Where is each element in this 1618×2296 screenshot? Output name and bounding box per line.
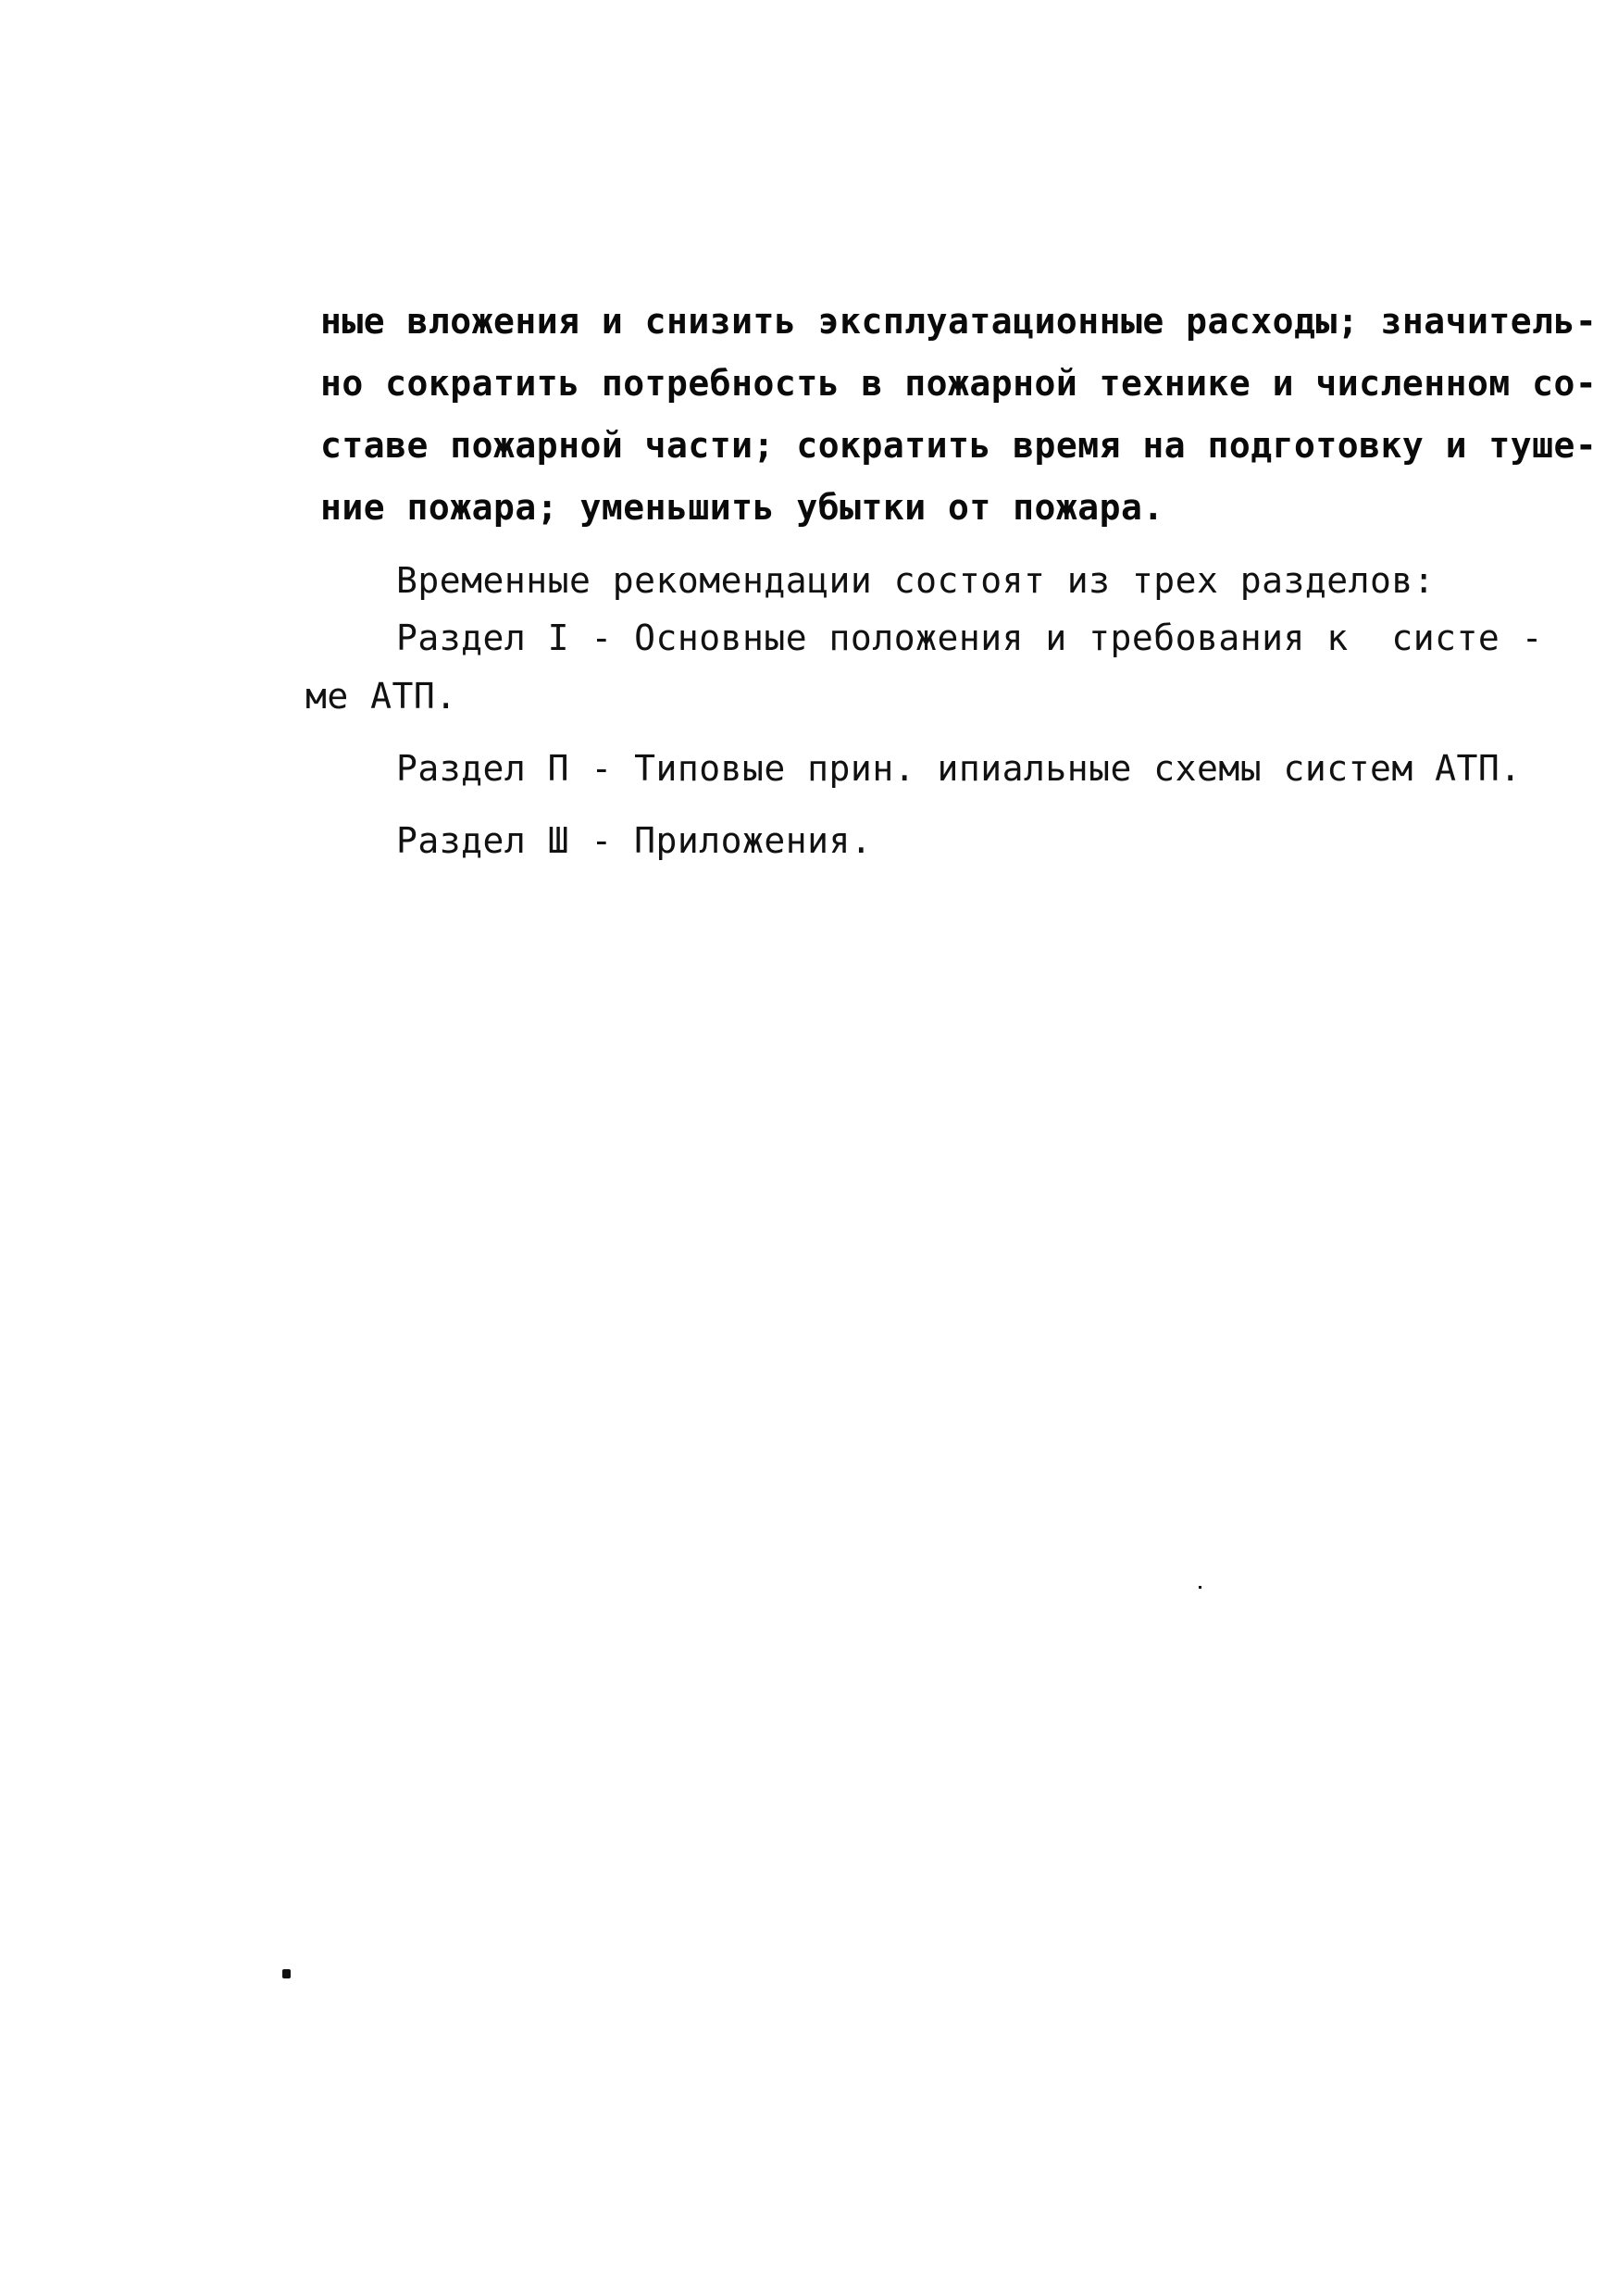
section-1-line-1: Раздел I - Основные положения и требования к систе - bbox=[396, 618, 1544, 658]
scan-speck bbox=[1199, 1586, 1201, 1589]
section-3-line: Раздел Ш - Приложения. bbox=[396, 820, 873, 861]
scan-mark bbox=[282, 1969, 291, 1978]
paragraph-line-4: ние пожара; уменьшить убытки от пожара. bbox=[320, 487, 1164, 528]
paragraph-line-3: ставе пожарной части; сократить время на подготовку и туше- bbox=[320, 425, 1598, 466]
section-1-line-2: ме АТП. bbox=[305, 676, 457, 717]
section-2-line: Раздел П - Типовые прин. ипиальные схемы систем АТП. bbox=[396, 748, 1522, 789]
paragraph-line-2: но сократить потребность в пожарной технике и численном со- bbox=[320, 363, 1598, 404]
intro-line: Временные рекомендации состоят из трех разделов: bbox=[396, 560, 1436, 601]
paragraph-line-1: ные вложения и снизить эксплуатационные расходы; значитель- bbox=[320, 301, 1598, 342]
